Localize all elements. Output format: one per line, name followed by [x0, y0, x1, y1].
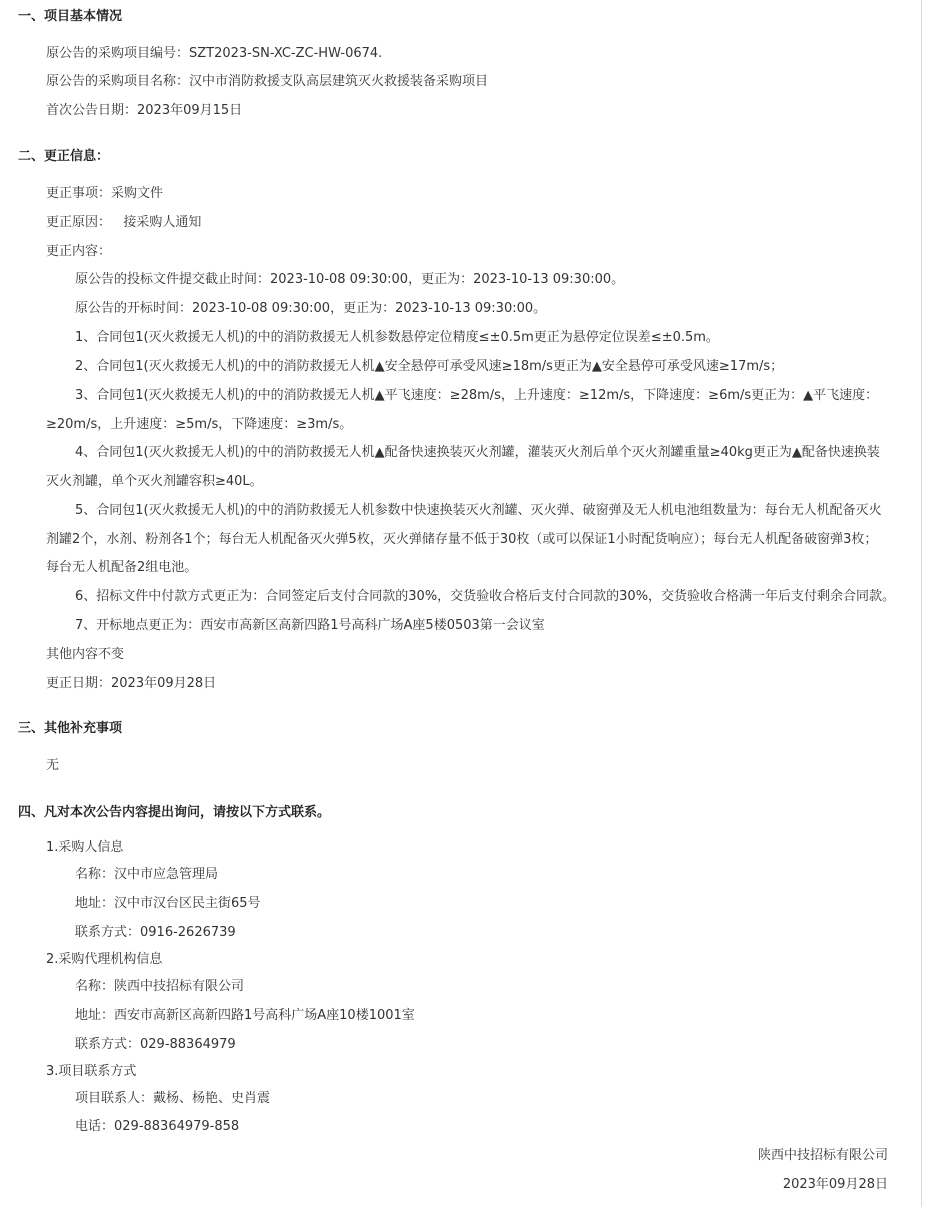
correction-line-7: 7、开标地点更正为：西安市高新区高新四路1号高科广场A座5楼0503第一会议室 — [75, 618, 545, 633]
project-contact-title: 3.项目联系方式 — [46, 1064, 137, 1079]
project-contact-person: 项目联系人：戴杨、杨艳、史肖震 — [75, 1091, 271, 1106]
section-3-heading: 三、其他补充事项 — [18, 721, 123, 736]
correction-line: 1、合同包1(灭火救援无人机)的中的消防救援无人机参数悬停定位精度≤±0.5m更正为悬停定位误差≤±0.5m。 — [75, 330, 719, 345]
correction-paragraph-4: 4、合同包1(灭火救援无人机)的中的消防救援无人机▲配备快速换装灭火剂罐，灌装灭火剂后单个灭火剂罐重量≥40kg更正为▲配备快速换装灭火剂罐，单个灭火剂罐容积≥40L。 — [46, 445, 880, 489]
project-number: 原公告的采购项目编号：SZT2023-SN-XC-ZC-HW-0674. — [46, 46, 383, 61]
section-2-heading: 二、更正信息： — [18, 149, 110, 164]
signature-company: 陕西中技招标有限公司 — [757, 1148, 888, 1163]
correction-content-label: 更正内容： — [46, 244, 112, 259]
correction-reason: 更正原因： 接采购人通知 — [46, 215, 202, 230]
correction-item: 更正事项：采购文件 — [46, 186, 164, 201]
correction-paragraph-3: 3、合同包1(灭火救援无人机)的中的消防救援无人机▲平飞速度：≥28m/s，上升速度：≥12m/s，下降速度：≥6m/s更正为：▲平飞速度：≥20m/s，上升速度：≥5m/s，下降速度：≥3m/s。 — [46, 388, 879, 432]
agent-phone: 联系方式：029-88364979 — [75, 1037, 236, 1052]
correction-date: 更正日期：2023年09月28日 — [46, 676, 217, 691]
agent-info-title: 2.采购代理机构信息 — [46, 952, 163, 967]
signature-date: 2023年09月28日 — [782, 1177, 888, 1192]
agent-address: 地址：西安市高新区高新四路1号高科广场A座10楼1001室 — [75, 1008, 415, 1023]
project-name: 原公告的采购项目名称：汉中市消防救援支队高层建筑灭火救援装备采购项目 — [46, 74, 489, 89]
buyer-name: 名称：汉中市应急管理局 — [75, 867, 219, 882]
project-contact-phone: 电话：029-88364979-858 — [75, 1119, 240, 1134]
section-4-heading: 四、凡对本次公告内容提出询问，请按以下方式联系。 — [18, 805, 331, 820]
buyer-info-title: 1.采购人信息 — [46, 840, 124, 855]
buyer-phone: 联系方式：0916-2626739 — [75, 925, 236, 940]
supplementary-content: 无 — [46, 758, 60, 773]
correction-line: 原公告的投标文件提交截止时间：2023-10-08 09:30:00，更正为：2023-10-13 09:30:00。 — [75, 272, 625, 287]
correction-line: 2、合同包1(灭火救援无人机)的中的消防救援无人机▲安全悬停可承受风速≥18m/s更正为▲安全悬停可承受风速≥17m/s； — [75, 359, 784, 374]
correction-line-6: 6、招标文件中付款方式更正为：合同签定后支付合同款的30%，交货验收合格后支付合同款的30%，交货验收合格满一年后支付剩余合同款。 — [75, 589, 896, 604]
agent-name: 名称：陕西中技招标有限公司 — [75, 979, 245, 994]
right-border — [921, 0, 922, 1207]
correction-paragraph-5: 5、合同包1(灭火救援无人机)的中的消防救援无人机参数中快速换装灭火剂罐、灭火弹、破窗弹及无人机电池组数量为：每台无人机配备灭火剂罐2个，水剂、粉剂各1个；每台无人机配备灭火弹5枚，灭火弹储存量不低于30枚（或可以保证1小时配货响应）；每台无人机配备破窗弹3枚；每台无人机配备2组电池。 — [46, 503, 882, 575]
first-announcement-date: 首次公告日期：2023年09月15日 — [46, 103, 243, 118]
section-1-heading: 一、项目基本情况 — [18, 9, 123, 24]
other-content-unchanged: 其他内容不变 — [46, 647, 125, 662]
buyer-address: 地址：汉中市汉台区民主街65号 — [75, 896, 261, 911]
correction-line: 原公告的开标时间：2023-10-08 09:30:00，更正为：2023-10-13 09:30:00。 — [75, 301, 547, 316]
